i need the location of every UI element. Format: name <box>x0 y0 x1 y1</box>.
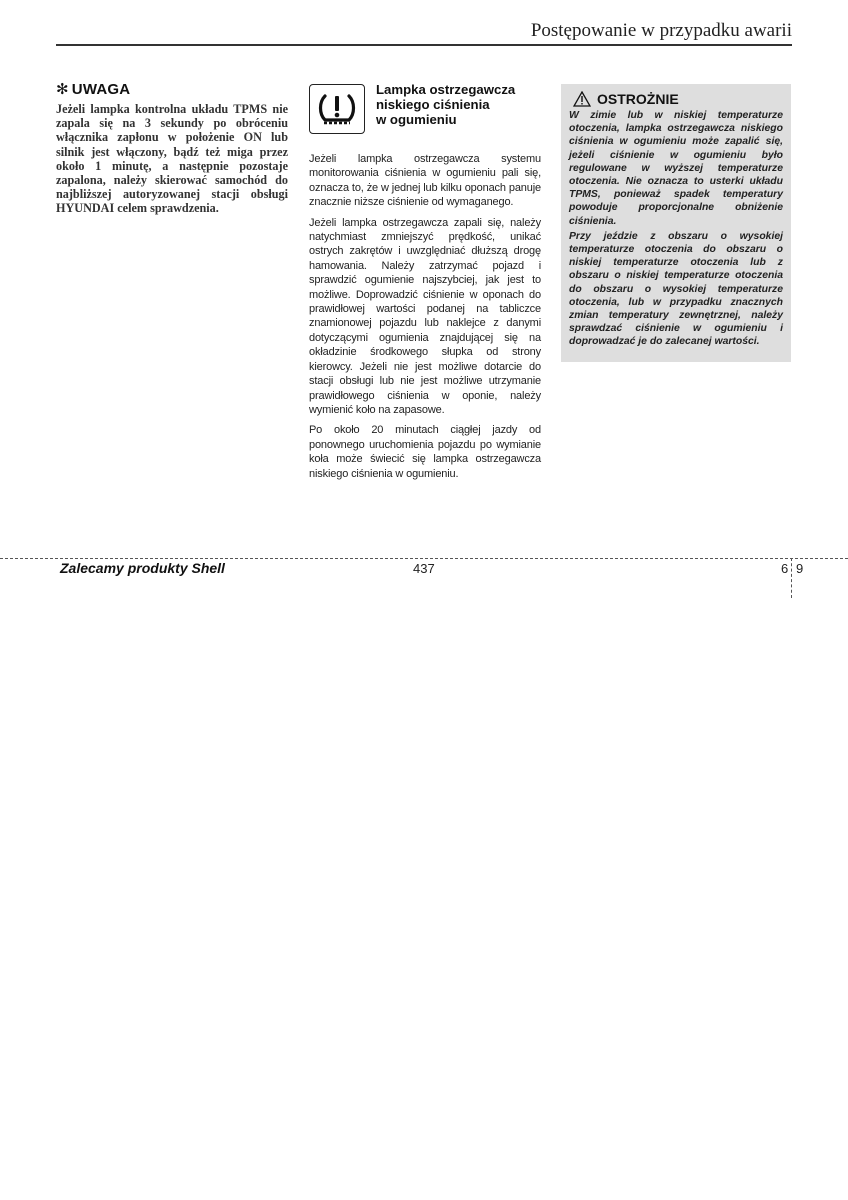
body-paragraph: Po około 20 minutach ciągłej jazdy od ponownego uruchomienia pojazdu po wymianie koła może świecić się lampka ostrzegawcza niskiego ciśnienia w ogumieniu. <box>309 424 541 480</box>
caution-paragraph: Przy jeździe z obszaru o wysokiej temperaturze otoczenia do obszaru o niskiej temperaturze otoczenia lub z obszaru o niskiej temperaturze otoczenia do obszaru o wysokiej temperaturze otoczenia, lub w przypadku znacznych zmian temperatury zewnętrznej, należy sprawdzać ciśnienie w ogumieniu i doprowadzać je do zalecanej wartości. <box>569 230 783 348</box>
uwaga-text: Jeżeli lampka kontrolna układu TPMS nie zapala się na 3 sekundy po obróceniu włącznika zapłonu w położenie ON lub silnik jest włączony, bądź też miga przez około 1 minutę, a następnie pozostaje zapalona, należy skierować samochód do najbliższej autoryzowanej stacji obsługi HYUNDAI celem sprawdzenia. <box>56 102 288 216</box>
header-rule <box>56 44 792 46</box>
section-title-line: w ogumieniu <box>376 112 457 127</box>
page-header-title: Postępowanie w przypadku awarii <box>530 20 792 41</box>
asterisk-icon: ✻ <box>56 81 69 98</box>
section-title-line: niskiego ciśnienia <box>376 97 490 112</box>
footer-brand: Zalecamy produkty Shell <box>60 560 225 576</box>
section-body <box>309 152 541 487</box>
section-title-line: Lampka ostrzegawcza <box>376 82 516 97</box>
uwaga-title: UWAGA <box>71 81 131 98</box>
footer-divider <box>0 558 848 559</box>
uwaga-note <box>56 80 288 216</box>
warning-triangle-icon <box>573 91 591 107</box>
footer-vertical-divider <box>791 558 792 598</box>
caution-paragraph: W zimie lub w niskiej temperaturze otoczenia, lampka ostrzegawcza niskiego ciśnienia w ogumieniu może zapalić się, jeżeli ciśnienie w ogumieniu było regulowane w wyższej temperaturze otoczenia. Nie oznacza to usterki układu TPMS, ponieważ spadek temperatury powoduje proporcjonalne obniżenie ciśnienia. <box>569 110 783 227</box>
caution-heading <box>573 91 783 107</box>
footer-chapter-page: 9 <box>796 561 804 576</box>
footer-page-number: 437 <box>413 561 435 576</box>
tire-pressure-warning-icon <box>309 84 365 134</box>
caution-title: OSTROŻNIE <box>597 91 679 107</box>
section-title <box>376 82 544 127</box>
uwaga-heading <box>56 80 288 98</box>
footer-chapter: 6 <box>781 561 789 576</box>
body-paragraph: Jeżeli lampka ostrzegawcza zapali się, należy natychmiast zmniejszyć prędkość, unikać ostrych zakrętów i uwzględniać dłuższą drogę hamowania. Należy zatrzymać pojazd i sprawdzić ogumienie najszybciej, jak jest to możliwe. Doprowadzić ciśnienie w oponach do prawidłowej wartości podanej na tabliczce znamionowej pojazdu lub naklejce z danymi dotyczącymi ogumienia znajdującej się na okładzinie środkowego słupka od strony kierowcy. Jeżeli nie jest możliwe dotarcie do stacji obsługi lub nie jest możliwe utrzymanie prawidłowego ciśnienia w oponie, należy wymienić koło na zapasowe. <box>309 216 541 416</box>
caution-box <box>561 84 791 362</box>
body-paragraph: Jeżeli lampka ostrzegawcza systemu monitorowania ciśnienia w ogumieniu pali się, oznacza to, że w jednej lub kilku oponach panuje znacznie niższe ciśnienie od wymaganego. <box>309 153 541 209</box>
